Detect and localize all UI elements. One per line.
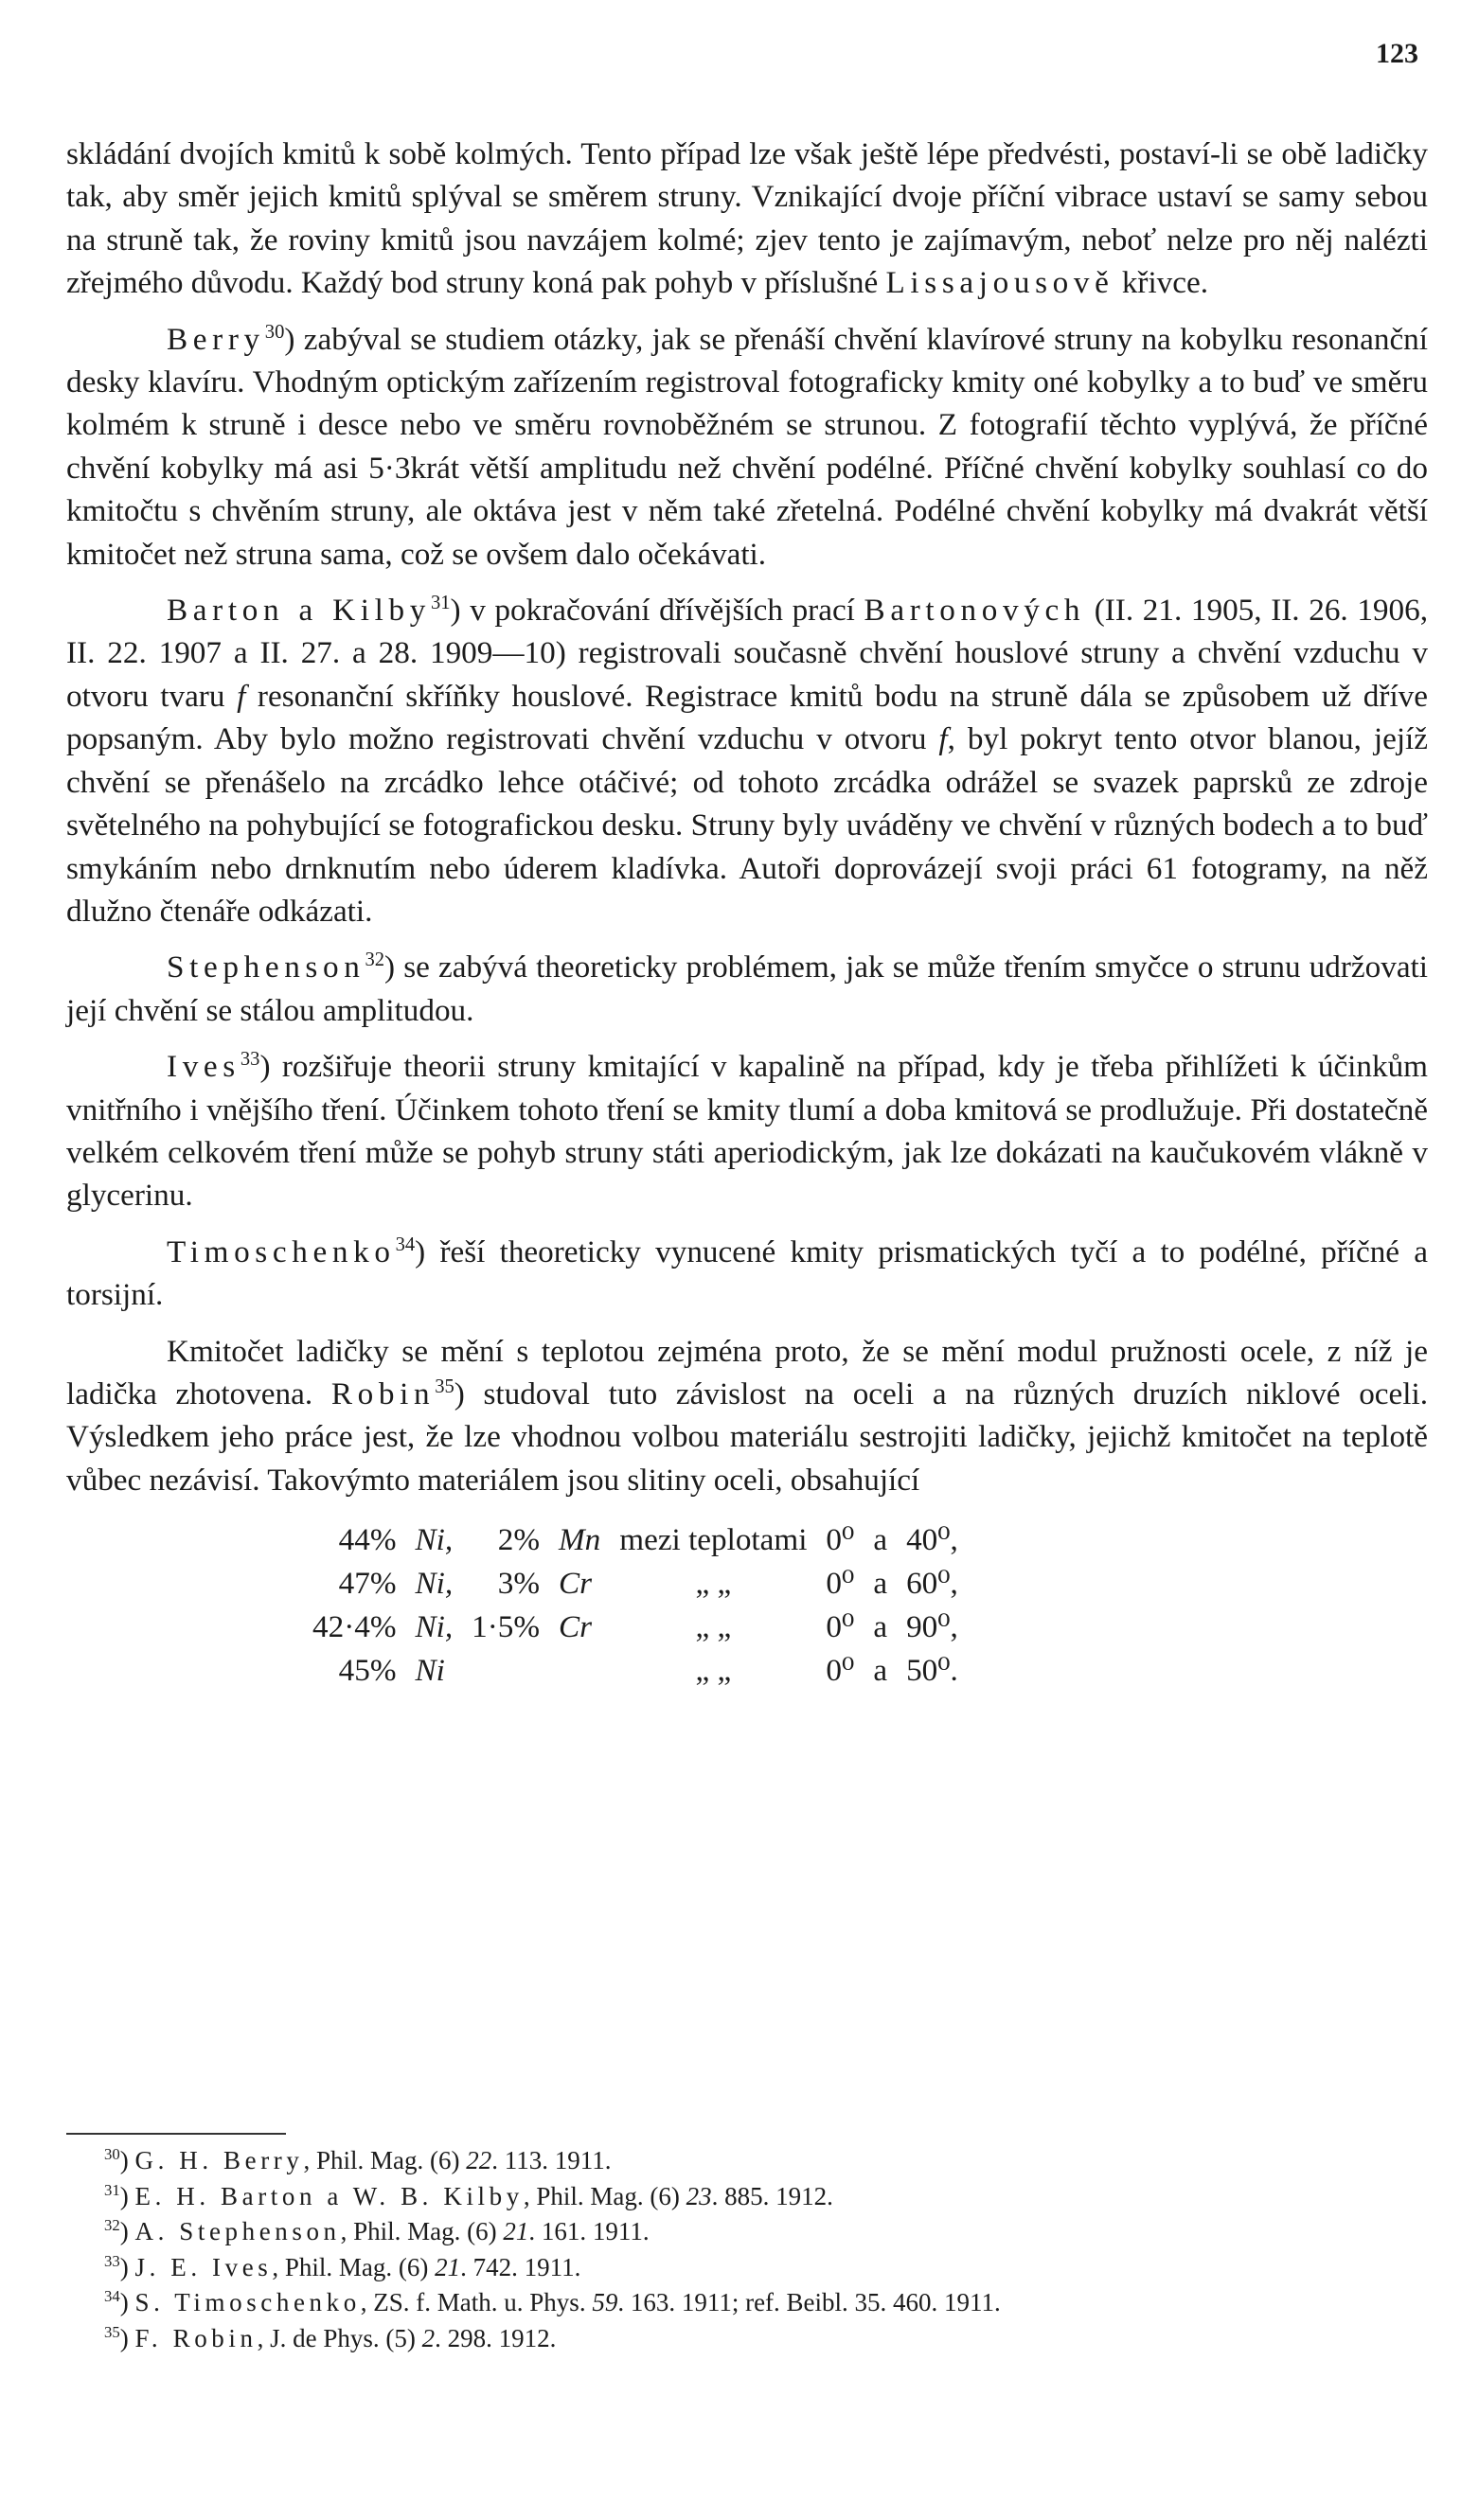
additive-element: Mn xyxy=(559,1522,601,1558)
footnote-volume: 21 xyxy=(503,2217,529,2245)
footnote-volume: 21 xyxy=(435,2252,461,2281)
paragraph-ives xyxy=(66,1045,1428,1217)
footnote-source: , ZS. f. Math. u. Phys. xyxy=(360,2288,593,2316)
symbol-f: f xyxy=(938,721,948,757)
ni-element: Ni, xyxy=(415,1566,454,1602)
body-text xyxy=(66,133,1428,1693)
ditto-marks: „ „ xyxy=(695,1653,732,1689)
footnote-divider xyxy=(66,2133,286,2135)
alloy-row xyxy=(303,1649,968,1693)
footnote-number: 33 xyxy=(104,2251,120,2270)
additive-percent xyxy=(462,1649,549,1693)
range-and: a xyxy=(873,1566,888,1602)
footnote-pages: . 163. 1911; ref. Beibl. 35. 460. 1911. xyxy=(617,2288,1001,2316)
footnote-ref: 31 xyxy=(430,593,451,613)
footnote-ref: 35 xyxy=(435,1375,454,1397)
ni-element: Ni xyxy=(415,1653,445,1689)
person-name: Berry xyxy=(167,321,265,357)
alloy-row xyxy=(303,1606,968,1649)
footnote: $^{32}$) A. Stephenson, Phil. Mag. (6) 21. 161. 1911. xyxy=(104,2216,650,2245)
text: Kmitočet ladičky se mění s teplotou zejména proto, že se mění modul pružnosti ocele, z níž je ladička zhotovena. xyxy=(66,1333,1428,1411)
footnote-number: 34 xyxy=(104,2287,120,2305)
alloy-row xyxy=(303,1562,968,1606)
paragraph-barton-kilby xyxy=(66,589,1428,932)
footnote-pages: . 161. 1911. xyxy=(528,2217,650,2245)
footnote-author: S. Timoschenko xyxy=(134,2288,361,2316)
paragraph-robin xyxy=(66,1330,1428,1502)
footnote-author: J. E. Ives xyxy=(134,2252,273,2281)
text: ) v pokračování dřívějších prací xyxy=(450,593,864,629)
footnote-number: 31 xyxy=(104,2180,120,2199)
range-and: a xyxy=(873,1609,888,1645)
text: ) rozšiřuje theorii struny kmitající v kapalině na případ, kdy je třeba přihlížeti k účinkům vnitřního i vnějšího tření. Účinkem tohoto tření se kmity tlumí a doba kmitová se prodlužuje. Při dostatečně velkém celkovém tření může se pohyb struny státi aperiodickým, jak lze dokázati na kaučukovém vlákně v glycerinu. xyxy=(66,1049,1428,1214)
text: skládání dvojích kmitů k sobě kolmých. Tento případ lze však ještě lépe předvésti, postaví-li se obě ladičky tak, aby směr jejich kmitů splýval se směrem struny. Vznikající dvoje příční vibrace ustaví se samy sebou na struně tak, že roviny kmitů jsou navzájem kolmé; zjev tento je zajímavým, neboť nelze pro něj nalézti zřejmého důvodu. Každý bod struny koná pak pohyb v příslušné xyxy=(66,136,1428,301)
temp-to: 60⁰, xyxy=(906,1566,958,1602)
footnote-author: F. Robin xyxy=(134,2323,258,2352)
temp-from: 0⁰ xyxy=(826,1653,855,1689)
range-and: a xyxy=(873,1653,888,1689)
ni-percent: 45% xyxy=(338,1653,397,1689)
temp-to: 40⁰, xyxy=(906,1522,958,1558)
paragraph-stephenson xyxy=(66,946,1428,1032)
additive-element xyxy=(549,1649,610,1693)
footnote: $^{31}$) E. H. Barton a W. B. Kilby, Phil. Mag. (6) 23. 885. 1912. xyxy=(104,2180,833,2210)
text: křivce. xyxy=(1114,265,1209,301)
footnote-source: , J. de Phys. (5) xyxy=(257,2323,422,2352)
person-name: Bartonových xyxy=(864,593,1086,629)
footnote-volume: 23 xyxy=(686,2181,712,2210)
page-number: 123 xyxy=(1376,38,1418,69)
range-word: mezi teplotami xyxy=(619,1522,808,1558)
additive-percent: 3% xyxy=(497,1566,541,1602)
ditto-marks: „ „ xyxy=(695,1566,732,1602)
footnote-number: 30 xyxy=(104,2145,120,2163)
footnote-pages: . 885. 1912. xyxy=(711,2181,833,2210)
person-name: Barton a Kilby xyxy=(167,593,431,629)
person-name: Ives xyxy=(167,1049,241,1085)
temp-to: 50⁰. xyxy=(906,1653,958,1689)
footnote-source: , Phil. Mag. (6) xyxy=(303,2146,467,2174)
person-name: Timoschenko xyxy=(167,1233,396,1269)
temp-from: 0⁰ xyxy=(826,1566,855,1602)
ni-element: Ni, xyxy=(415,1522,454,1558)
footnote-number: 32 xyxy=(104,2216,120,2234)
footnote: $^{33}$) J. E. Ives, Phil. Mag. (6) 21. 742. 1911. xyxy=(104,2251,581,2281)
person-name: Lissajousově xyxy=(885,265,1114,301)
ditto-marks: „ „ xyxy=(695,1609,732,1645)
temp-from: 0⁰ xyxy=(826,1609,855,1645)
footnote: $^{35}$) F. Robin, J. de Phys. (5) 2. 298. 1912. xyxy=(104,2322,557,2352)
footnote-pages: . 298. 1912. xyxy=(435,2323,557,2352)
footnote-pages: . 113. 1911. xyxy=(491,2146,612,2174)
footnote-ref: 34 xyxy=(395,1233,416,1255)
footnote-ref: 33 xyxy=(240,1049,260,1071)
footnotes xyxy=(66,2143,1428,2356)
footnote-ref: 30 xyxy=(264,321,285,343)
ni-percent: 42·4% xyxy=(312,1609,397,1645)
paragraph-timoschenko xyxy=(66,1231,1428,1317)
range-and: a xyxy=(873,1522,888,1558)
footnote-author: G. H. Berry xyxy=(134,2146,304,2174)
paragraph-berry xyxy=(66,318,1428,576)
temp-to: 90⁰, xyxy=(906,1609,958,1645)
footnote: $^{34}$) S. Timoschenko, ZS. f. Math. u. Phys. 59. 163. 1911; ref. Beibl. 35. 460. 1911. xyxy=(104,2287,1001,2316)
footnote-volume: 22 xyxy=(466,2146,492,2174)
symbol-f: f xyxy=(237,678,246,714)
footnote-volume: 59 xyxy=(592,2288,618,2316)
footnote-ref: 32 xyxy=(365,949,385,971)
footnote-source: , Phil. Mag. (6) xyxy=(272,2252,436,2281)
footnote-source: , Phil. Mag. (6) xyxy=(523,2181,686,2210)
footnote-author: A. Stephenson xyxy=(134,2217,341,2245)
alloy-row xyxy=(303,1518,968,1562)
footnote-author: E. H. Barton a W. B. Kilby xyxy=(134,2181,524,2210)
text: resonanční skříňky houslové. Registrace kmitů bodu na struně dála se způsobem už dříve popsaným. Aby bylo možno registrovati chvění vzduchu v otvoru xyxy=(66,678,1428,757)
ni-percent: 47% xyxy=(338,1566,397,1602)
additive-percent: 2% xyxy=(497,1522,541,1558)
text: ) řeší theoreticky vynucené kmity prismatických tyčí a to podélné, příčné a torsijní. xyxy=(66,1233,1428,1313)
footnote-volume: 2 xyxy=(421,2323,436,2352)
footnote-number: 35 xyxy=(104,2322,120,2341)
alloy-table xyxy=(303,1518,968,1693)
person-name: Stephenson xyxy=(167,949,365,985)
additive-percent: 1·5% xyxy=(472,1609,541,1645)
text: ) zabýval se studiem otázky, jak se přenáší chvění klavírové struny na kobylku resonanční desky klavíru. Vhodným optickým zařízením registroval fotograficky kmity oné kobylky a to buď ve směru kolmém k struně i desce nebo ve směru rovnoběžném se strunou. Z fotografií těchto vyplývá, že příčné chvění kobylky má asi 5·3krát větší amplitudu než chvění podélné. Příčné chvění kobylky souhlasí co do kmitočtu s chvěním struny, ale oktáva jest v něm také zřetelná. Podélné chvění kobylky má dvakrát větší kmitočet než struna sama, což se ovšem dalo očekávati. xyxy=(66,321,1428,572)
ni-element: Ni, xyxy=(415,1609,454,1645)
footnote-source: , Phil. Mag. (6) xyxy=(340,2217,504,2245)
text: , byl pokryt tento otvor blanou, jejíž chvění se přenášelo na zrcádko lehce otáčivé; od tohoto zrcádka odrážel se svazek paprsků ze zdroje světelného na pohybující se fotografickou desku. Struny byly uváděny ve chvění v různých bodech a to buď smykáním nebo drnknutím nebo úderem kladívka. Autoři doprovázejí svoji práci 61 fotogramy, na něž dlužno čtenáře odkázati. xyxy=(66,721,1429,929)
paragraph-lissajous xyxy=(66,133,1428,305)
footnote: $^{30}$) G. H. Berry, Phil. Mag. (6) 22. 113. 1911. xyxy=(104,2145,612,2174)
text: ) studoval tuto závislost na oceli a na různých druzích niklové oceli. Výsledkem jeho práce jest, že lze vhodnou volbou materiálu sestrojiti ladičky, jejichž kmitočet na teplotě vůbec nezávisí. Takovýmto materiálem jsou slitiny oceli, obsahující xyxy=(66,1375,1428,1498)
person-name: Robin xyxy=(330,1375,436,1411)
text: (II. 21. 1905, II. 26. 1906, II. 22. 1907 a II. 27. a 28. 1909—10) registrovali současně chvění houslové struny a chvění vzduchu v otvoru tvaru xyxy=(66,593,1429,714)
ni-percent: 44% xyxy=(338,1522,397,1558)
additive-element: Cr xyxy=(559,1566,593,1602)
additive-element: Cr xyxy=(559,1609,593,1645)
footnote-pages: . 742. 1911. xyxy=(460,2252,581,2281)
text: ) se zabývá theoreticky problémem, jak se může třením smyčce o strunu udržovati její chvění se stálou amplitudou. xyxy=(66,949,1428,1028)
temp-from: 0⁰ xyxy=(826,1522,855,1558)
